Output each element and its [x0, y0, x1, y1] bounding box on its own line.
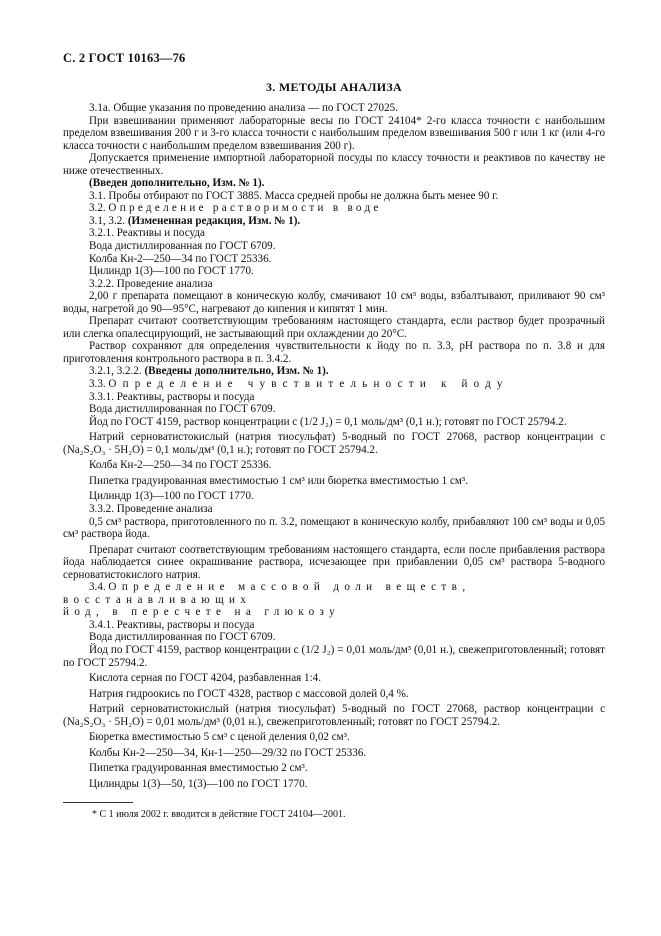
paragraph: Колбы Кн-2—250—34, Кн-1—250—29/32 по ГОСТ 25336.: [89, 746, 367, 759]
paragraph: Йод по ГОСТ 4159, раствор концентрации c (1/2 J₂) = 0,01 моль/дм³ (0,01 н.), свежеприготовленный; готовят по ГОСТ 25794.2.: [63, 643, 605, 669]
paragraph: Колба Кн-2—250—34 по ГОСТ 25336.: [89, 459, 272, 472]
paragraph: Вода дистиллированная по ГОСТ 6709.: [89, 403, 276, 416]
paragraph: Цилиндры 1(3)—50, 1(3)—100 по ГОСТ 1770.: [89, 777, 308, 790]
paragraph: При взвешивании применяют лабораторные весы по ГОСТ 24104* 2-го класса точности с наибольшим пределом взвешивания 200 г и 3-го класса точности с наибольшим пределом взвешивания 500 г или 1 кг (или 4-го класса точности с наибольшим пределом взвешивания 200 г).: [63, 114, 605, 152]
paragraph: 3.1. Пробы отбирают по ГОСТ 3885. Масса средней пробы не должна быть менее 90 г.: [89, 189, 499, 202]
clause-number: 3.2.: [89, 202, 106, 215]
clause-number: 3.3.: [89, 378, 106, 391]
paragraph: Пипетка градуированная вместимостью 2 см³.: [89, 762, 308, 775]
paragraph: Вода дистиллированная по ГОСТ 6709.: [89, 240, 276, 253]
paragraph: Вода дистиллированная по ГОСТ 6709.: [89, 631, 276, 644]
paragraph: Натрий серноватистокислый (натрия тиосульфат) 5-водный по ГОСТ 27068, раствор концентрации c (Na₂S₂O₃ · 5H₂O) = 0,1 моль/дм³ (0,1 н.); готовят по ГОСТ 25794.2.: [63, 431, 605, 456]
page-header: С. 2 ГОСТ 10163—76: [63, 51, 186, 65]
clause-number: 3.2.1, 3.2.2.: [89, 365, 142, 378]
subsection-heading: [63, 378, 605, 391]
paragraph: Йод по ГОСТ 4159, раствор концентрации c (1/2 J₂) = 0,1 моль/дм³ (0,1 н.); готовят по ГОСТ 25794.2.: [89, 415, 567, 428]
paragraph: 3.3.2. Проведение анализа: [89, 502, 213, 515]
amendment-note: (Измененная редакция, Изм. № 1).: [127, 214, 301, 227]
amendment-line: [63, 365, 605, 378]
paragraph: Натрия гидроокись по ГОСТ 4328, раствор с массовой долей 0,4 %.: [89, 687, 409, 700]
clause-number: 3.1, 3.2.: [89, 214, 126, 227]
subsection-heading: [63, 581, 605, 606]
paragraph: 3.2.1. Реактивы и посуда: [89, 227, 205, 240]
paragraph: Кислота серная по ГОСТ 4204, разбавленная 1:4.: [89, 672, 321, 685]
amendment-note: (Введен дополнительно, Изм. № 1).: [89, 177, 265, 190]
paragraph: 3.1а. Общие указания по проведению анализа — по ГОСТ 27025.: [89, 102, 398, 114]
footnote-divider: [63, 802, 133, 803]
paragraph: Цилиндр 1(3)—100 по ГОСТ 1770.: [89, 490, 254, 503]
paragraph: 3.3.1. Реактивы, растворы и посуда: [89, 390, 255, 403]
paragraph: Препарат считают соответствующим требованиям настоящего стандарта, если раствор будет прозрачный или слегка опалесцирующий, не застывающий при охлаждении до 20°С.: [63, 315, 605, 340]
paragraph: 2,00 г препарата помещают в коническую колбу, смачивают 10 см³ воды, взбалтывают, приливают 90 см³ воды, нагретой до 90—95°С, нагревают до кипения и кипятят 1 мин.: [63, 290, 605, 315]
paragraph: Колба Кн-2—250—34 по ГОСТ 25336.: [89, 252, 272, 265]
clause-title: Определение массовой доли веществ, восстанавливающих: [63, 581, 471, 606]
paragraph: Препарат считают соответствующим требованиям настоящего стандарта, если после прибавления раствора йода наблюдается синее окрашивание раствора, исчезающее при прибавлении 0,05 см³ раствора 5-водного серноватистокислого натрия.: [63, 543, 605, 581]
subsection-heading: [63, 202, 605, 215]
paragraph: 3.4.1. Реактивы, растворы и посуда: [89, 618, 255, 631]
paragraph: Пипетка градуированная вместимостью 1 см³ или бюретка вместимостью 1 см³.: [89, 474, 469, 487]
paragraph: Цилиндр 1(3)—100 по ГОСТ 1770.: [89, 265, 254, 278]
amendment-line: [63, 215, 605, 228]
paragraph: Раствор сохраняют для определения чувствительности к йоду по п. 3.3, pH раствора по п. 3.8 и для приготовления контрольного раствора в п. 3.4.2.: [63, 340, 605, 365]
paragraph: 0,5 см³ раствора, приготовленного по п. 3.2, помещают в коническую колбу, прибавляют 100 см³ воды и 0,05 см³ раствора йода.: [63, 515, 605, 541]
section-title: 3. МЕТОДЫ АНАЛИЗА: [266, 80, 402, 94]
paragraph: Допускается применение импортной лабораторной посуды по классу точности и реактивов по качеству не ниже отечественных.: [63, 152, 605, 177]
amendment-note: (Введены дополнительно, Изм. № 1).: [144, 365, 329, 378]
clause-title-continued: йод, в пересчете на глюкозу: [63, 606, 341, 619]
clause-title: Определение чувствительности к йоду: [108, 378, 509, 391]
clause-number: 3.4.: [89, 581, 106, 594]
body-text: [63, 102, 605, 790]
clause-title: Определение растворимости в воде: [108, 202, 382, 215]
paragraph: 3.2.2. Проведение анализа: [89, 277, 213, 290]
paragraph: Натрий серноватистокислый (натрия тиосульфат) 5-водный по ГОСТ 27068, раствор концентрации c (Na₂S₂O₃ · 5H₂O) = 0,01 моль/дм³ (0,01 н.), свежеприготовленный; готовят по ГОСТ 25794.2.: [63, 703, 605, 728]
footnote: * С 1 июля 2002 г. вводится в действие ГОСТ 24104—2001.: [92, 809, 346, 820]
paragraph: Бюретка вместимостью 5 см³ с ценой деления 0,02 см³.: [89, 731, 350, 744]
